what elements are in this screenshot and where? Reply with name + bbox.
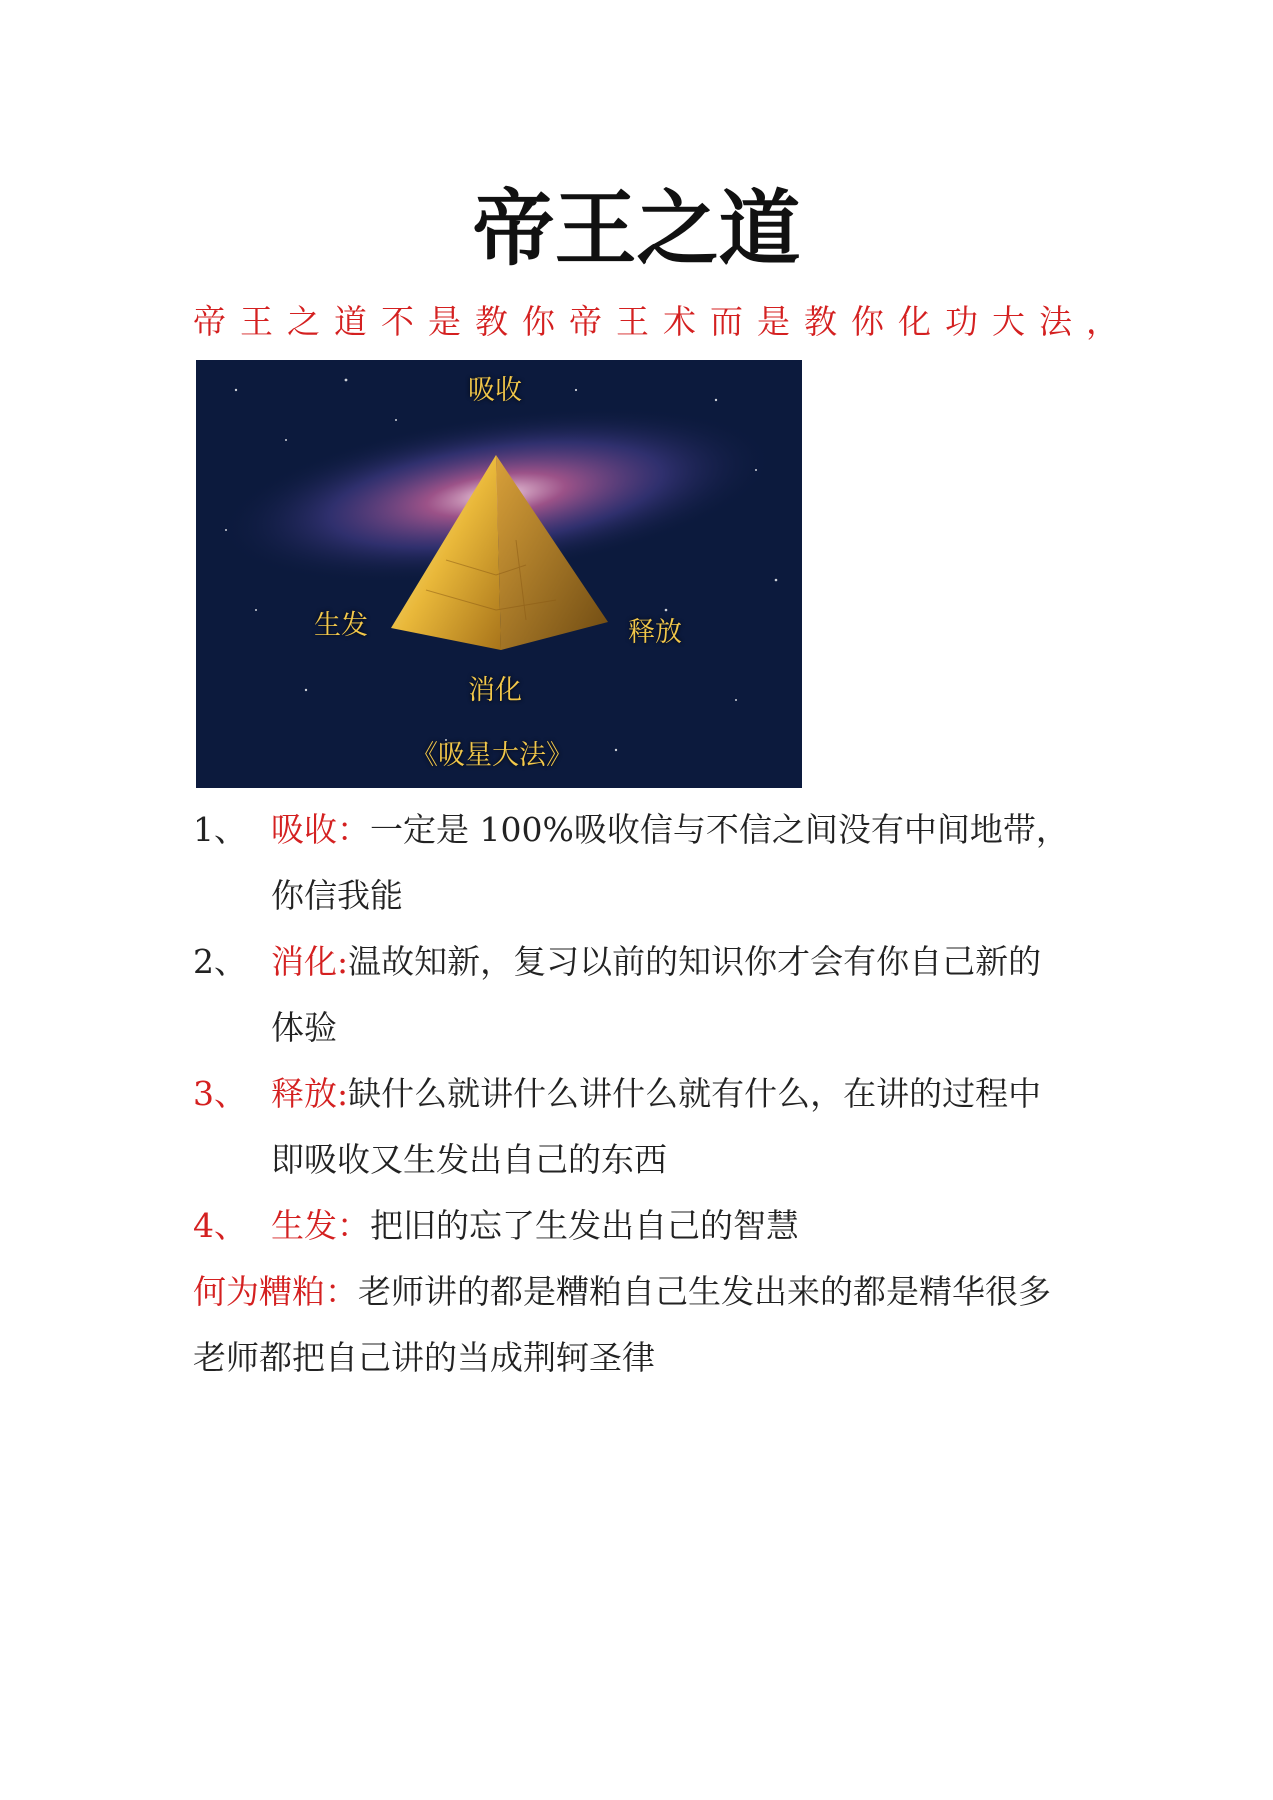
closing-term: 何为糟粕：	[193, 1272, 358, 1311]
figure-caption: 《吸星大法》	[411, 740, 573, 771]
item-term: 吸收：	[271, 810, 370, 849]
page-title: 帝王之道	[472, 182, 801, 277]
subtitle: 帝王之道不是教你帝王术而是教你化功大法，	[193, 302, 1133, 341]
item-text-cont: 即吸收又生发出自己的东西	[271, 1140, 667, 1179]
closing-text-cont: 老师都把自己讲的当成荆轲圣律	[193, 1338, 655, 1377]
item-number: 1、	[193, 810, 247, 849]
item-term: 消化:	[271, 942, 349, 981]
pyramid-galaxy-image	[196, 360, 802, 788]
item-number: 3、	[193, 1074, 247, 1113]
label-generate: 生发	[314, 610, 368, 641]
principles-list	[193, 797, 1093, 1391]
item-text-cont: 体验	[271, 1008, 337, 1047]
list-item	[193, 929, 1093, 1061]
item-number: 2、	[193, 942, 247, 981]
label-digest: 消化	[468, 675, 522, 706]
item-text: 把旧的忘了生发出自己的智慧	[370, 1206, 799, 1245]
list-item	[193, 797, 1093, 929]
closing-text: 老师讲的都是糟粕自己生发出来的都是精华很多	[358, 1272, 1051, 1311]
item-term: 生发：	[271, 1206, 370, 1245]
list-item	[193, 1061, 1093, 1193]
list-item	[193, 1193, 1093, 1259]
label-absorb: 吸收	[468, 375, 522, 406]
closing-paragraph	[193, 1259, 1093, 1391]
item-text: 温故知新，复习以前的知识你才会有你自己新的	[348, 942, 1042, 981]
item-text: 一定是 100%吸收信与不信之间没有中间地带，	[370, 810, 1069, 849]
pyramid-illustration	[196, 360, 802, 788]
item-text: 缺什么就讲什么讲什么就有什么，在讲的过程中	[348, 1074, 1042, 1113]
item-term: 释放:	[271, 1074, 349, 1113]
item-number: 4、	[193, 1206, 247, 1245]
item-text-cont: 你信我能	[271, 876, 403, 915]
label-release: 释放	[628, 617, 682, 648]
